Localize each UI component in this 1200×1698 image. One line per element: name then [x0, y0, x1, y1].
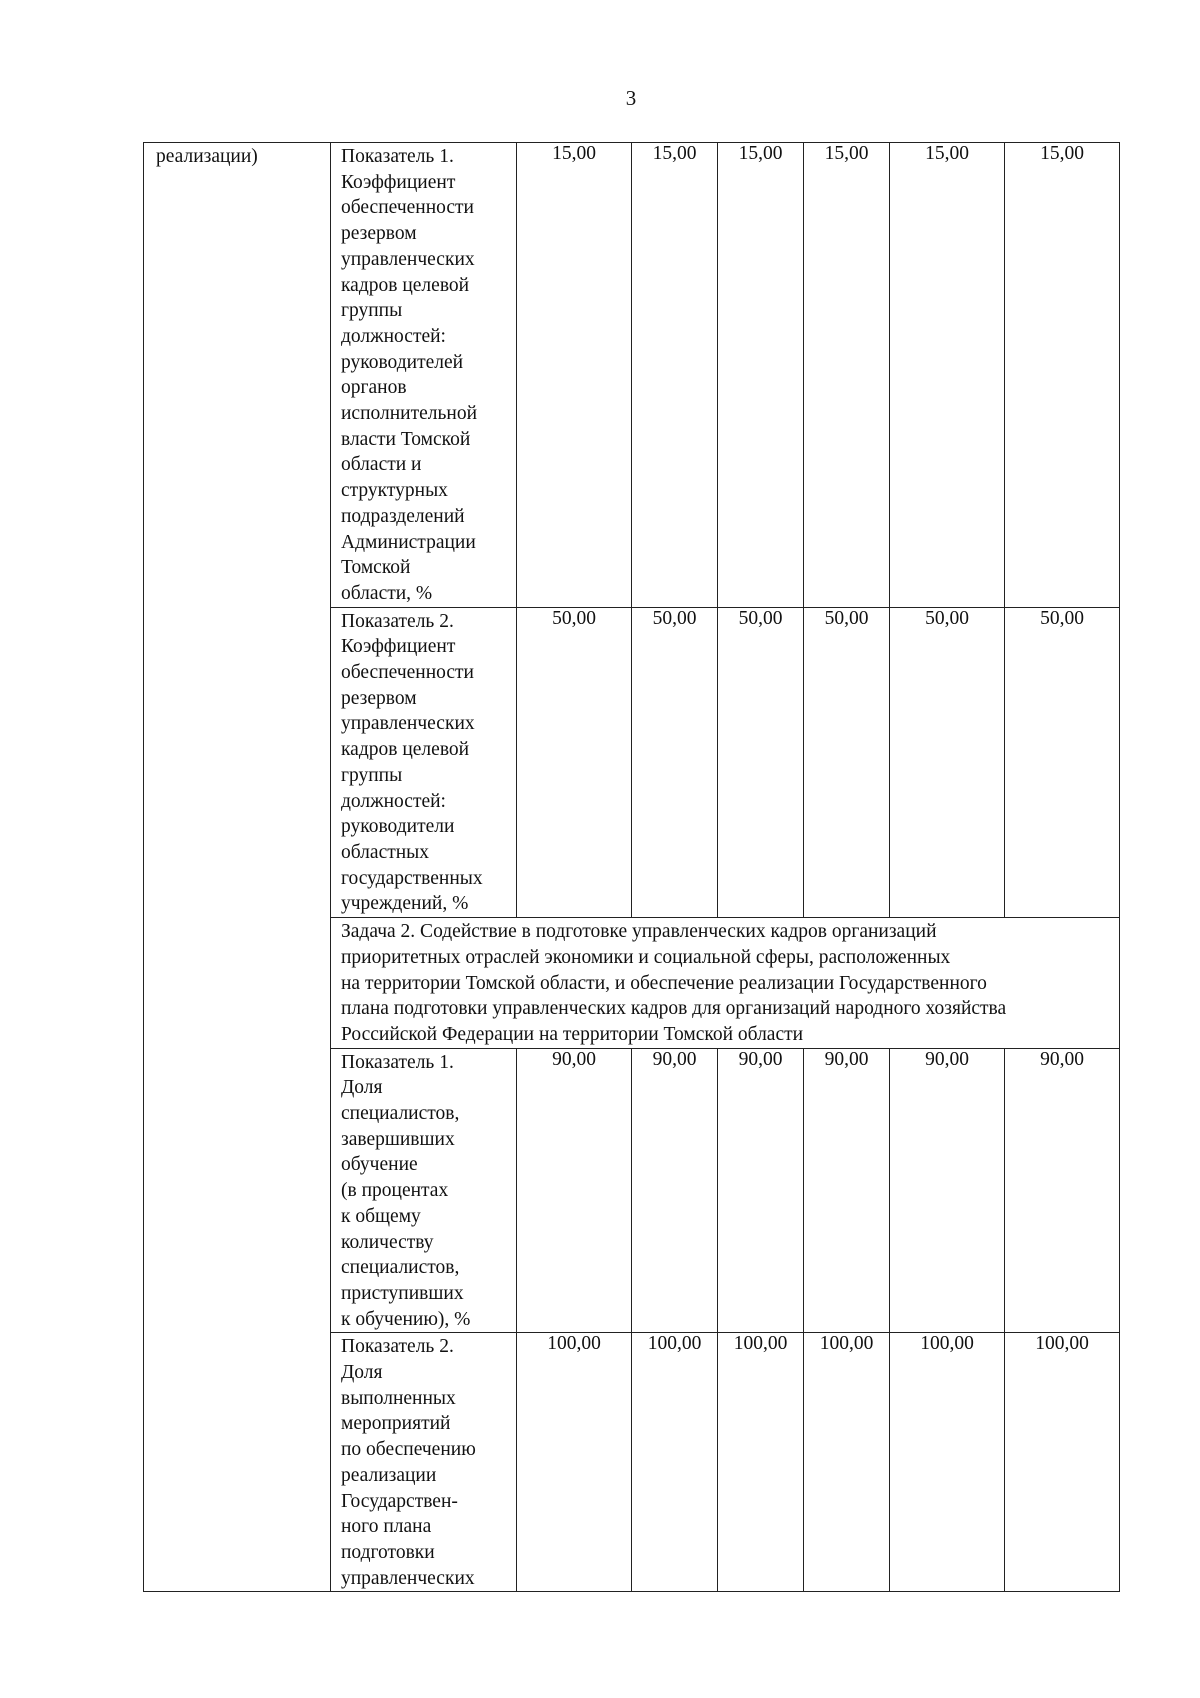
value-cell: 90,00 [1005, 1048, 1120, 1333]
task-text: Задача 2. Содействие в подготовке управленческих кадров организаций приоритетных отраслей экономики и социальной сферы, расположенных на территории Томской области, и обеспечение реализации Государственного плана подготовки управленческих кадров для организаций народного хозяйства Российской Федерации на территории Томской области [341, 921, 1007, 1045]
value-cell: 100,00 [804, 1333, 890, 1592]
value-cell: 15,00 [1005, 143, 1120, 608]
value-cell: 15,00 [890, 143, 1005, 608]
page-number: 3 [625, 86, 637, 110]
indicator-cell [331, 607, 517, 917]
value-cell: 90,00 [718, 1048, 804, 1333]
value-cell: 100,00 [718, 1333, 804, 1592]
program-cell-text: реализации) [156, 146, 258, 167]
indicators-table [143, 142, 1120, 1592]
value-cell: 50,00 [804, 607, 890, 917]
value-cell: 100,00 [632, 1333, 718, 1592]
value-cell: 15,00 [632, 143, 718, 608]
value-cell: 90,00 [890, 1048, 1005, 1333]
value-cell: 15,00 [718, 143, 804, 608]
program-cell [144, 143, 331, 1592]
value-cell: 90,00 [632, 1048, 718, 1333]
value-cell: 90,00 [804, 1048, 890, 1333]
value-cell: 15,00 [804, 143, 890, 608]
indicator-text: Показатель 1. Коэффициент обеспеченности резервом управленческих кадров целевой группы должностей: руководителей органов исполнительной власти Томской области и структурных подразделений Администрации Томской области, % [341, 146, 478, 604]
indicator-text: Показатель 2. Коэффициент обеспеченности резервом управленческих кадров целевой группы должностей: руководители областных государственных учреждений, % [341, 610, 483, 915]
value-cell: 100,00 [1005, 1333, 1120, 1592]
value-cell: 100,00 [890, 1333, 1005, 1592]
value-cell: 15,00 [517, 143, 632, 608]
value-cell: 50,00 [890, 607, 1005, 917]
value-cell: 50,00 [517, 607, 632, 917]
value-cell: 50,00 [718, 607, 804, 917]
value-cell: 90,00 [517, 1048, 632, 1333]
value-cell: 50,00 [632, 607, 718, 917]
indicator-cell [331, 1333, 517, 1592]
task-cell [331, 918, 1120, 1049]
value-cell: 50,00 [1005, 607, 1120, 917]
indicator-text: Показатель 2. Доля выполненных мероприятий по обеспечению реализации Государствен- ного плана подготовки управленческих [341, 1336, 476, 1589]
indicator-cell [331, 1048, 517, 1333]
value-cell: 100,00 [517, 1333, 632, 1592]
indicator-cell [331, 143, 517, 608]
indicator-text: Показатель 1. Доля специалистов, завершивших обучение (в процентах к общему количеству специалистов, приступивших к обучению), % [341, 1051, 471, 1330]
table-row [144, 143, 1120, 608]
